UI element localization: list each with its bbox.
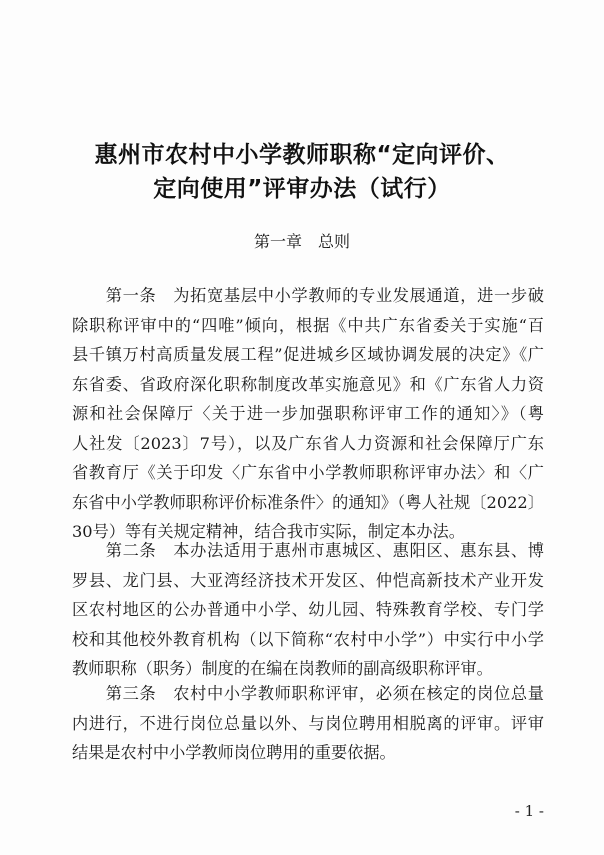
article-line: 教师职称（职务）制度的在编在岗教师的副高级职称评审。 [72, 659, 493, 678]
article-line: 第三条 农村中小学教师职称评审，必须在核定的岗位总量 [72, 684, 544, 703]
chapter-number: 第一章 [253, 232, 302, 251]
article-line: 校和其他校外教育机构（以下简称“农村中小学”）中实行中小学 [72, 629, 544, 649]
article-line: 东省中小学教师职称评价标准条件〉的通知》（粤人社规〔2022〕 [72, 492, 544, 512]
document-title-line-2: 定向使用”评审办法（试行） [153, 176, 451, 202]
article-3 [72, 679, 544, 768]
article-line: 区农村地区的公办普通中小学、幼儿园、特殊教育学校、专门学 [72, 600, 544, 619]
article-line: 东省委、省政府深化职称制度改革实施意见》和《广东省人力资 [72, 374, 544, 394]
article-2 [72, 536, 544, 684]
document-title-line-1: 惠州市农村中小学教师职称“定向评价、 [94, 142, 510, 168]
article-line: 30号）等有关规定精神，结合我市实际，制定本办法。 [72, 522, 465, 541]
article-line: 第二条 本办法适用于惠州市惠城区、惠阳区、惠东县、博 [72, 541, 544, 560]
article-line: 源和社会保障厅〈关于进一步加强职称评审工作的通知〉》（粤 [72, 404, 544, 423]
article-line: 县千镇万村高质量发展工程”促进城乡区域协调发展的决定》《广 [72, 345, 544, 364]
article-line: 结果是农村中小学教师岗位聘用的重要依据。 [72, 743, 396, 762]
article-line: 除职称评审中的“四唯”倾向，根据《中共广东省委关于实施“百 [72, 315, 544, 335]
page-number: - 1 - [514, 802, 544, 820]
chapter-name: 总则 [318, 232, 351, 251]
article-line: 第一条 为拓宽基层中小学教师的专业发展通道，进一步破 [72, 286, 544, 305]
article-line: 内进行，不进行岗位总量以外、与岗位聘用相脱离的评审。评审 [72, 713, 544, 733]
article-1 [72, 281, 544, 547]
article-line: 省教育厅《关于印发〈广东省中小学教师职称评审办法〉和〈广 [72, 463, 544, 482]
article-line: 人社发〔2023〕7号），以及广东省人力资源和社会保障厅广东 [72, 433, 544, 453]
article-line: 罗县、龙门县、大亚湾经济技术开发区、仲恺高新技术产业开发 [72, 570, 544, 590]
chapter-heading [0, 229, 604, 252]
